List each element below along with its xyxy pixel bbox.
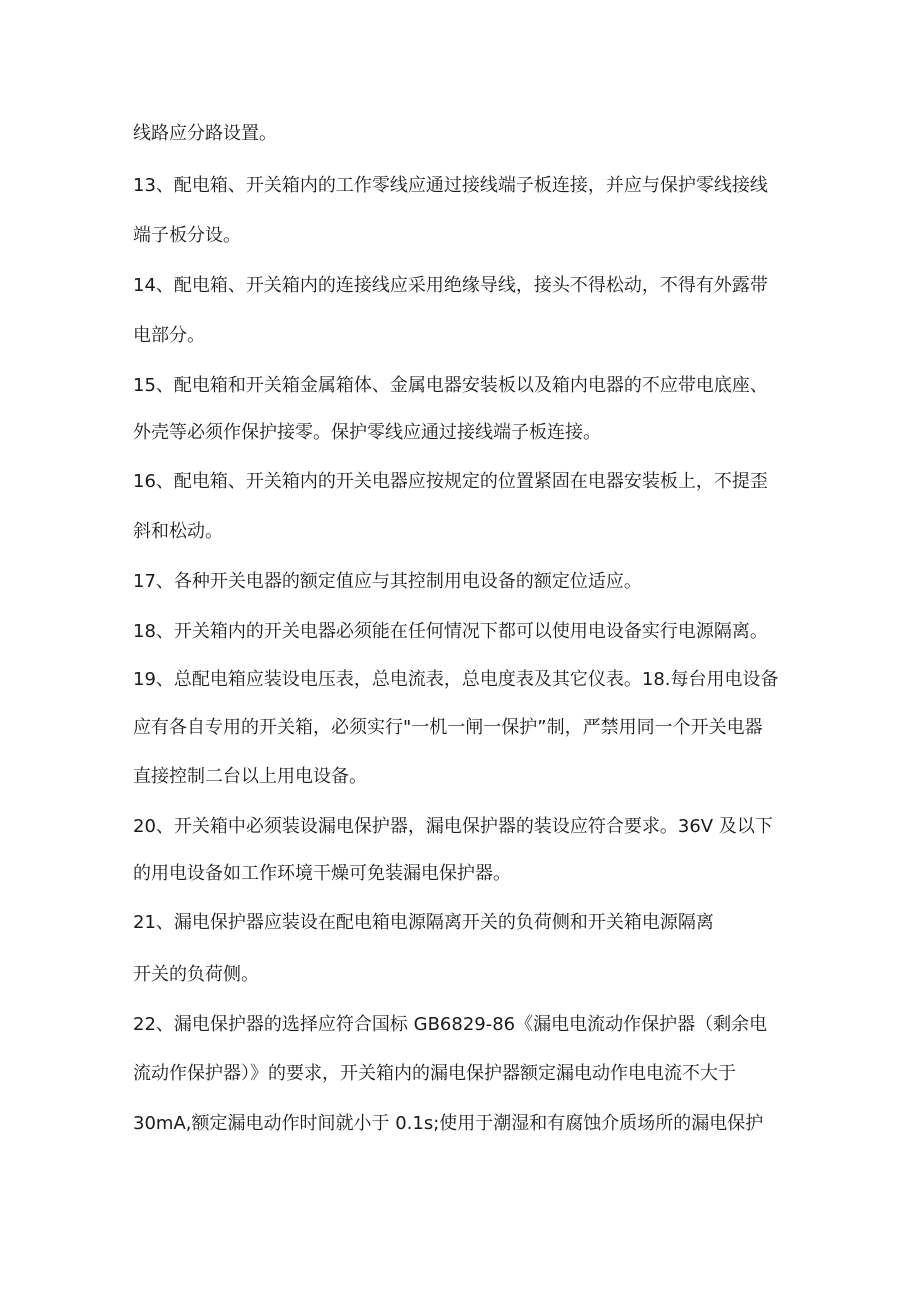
text-line: 19、总配电箱应装设电压表，总电流表，总电度表及其它仪表。18.每台用电设备 bbox=[133, 669, 779, 690]
text-line: 21、漏电保护器应装设在配电箱电源隔离开关的负荷侧和开关箱电源隔离 bbox=[133, 912, 714, 933]
text-line: 17、各种开关电器的额定值应与其控制用电设备的额定位适应。 bbox=[133, 571, 642, 592]
text-line: 13、配电箱、开关箱内的工作零线应通过接线端子板连接，并应与保护零线接线 bbox=[133, 175, 768, 196]
text-line: 15、配电箱和开关箱金属箱体、金属电器安装板以及箱内电器的不应带电底座、 bbox=[133, 375, 768, 396]
text-line: 开关的负荷侧。 bbox=[133, 964, 259, 985]
text-line: 电部分。 bbox=[133, 325, 205, 346]
text-line: 14、配电箱、开关箱内的连接线应采用绝缘导线，接头不得松动，不得有外露带 bbox=[133, 275, 768, 296]
text-line: 22、漏电保护器的选择应符合国标 GB6829-86《漏电电流动作保护器（剩余电 bbox=[133, 1014, 768, 1035]
text-line: 线路应分路设置。 bbox=[133, 123, 277, 144]
text-line: 外壳等必须作保护接零。保护零线应通过接线端子板连接。 bbox=[133, 422, 601, 443]
text-line: 端子板分设。 bbox=[133, 225, 241, 246]
text-line: 斜和松动。 bbox=[133, 521, 223, 542]
text-line: 30mA,额定漏电动作时间就小于 0.1s;使用于潮湿和有腐蚀介质场所的漏电保护 bbox=[133, 1113, 764, 1134]
text-line: 流动作保护器）》的要求，开关箱内的漏电保护器额定漏电动作电电流不大于 bbox=[133, 1063, 736, 1084]
text-line: 应有各自专用的开关箱，必须实行"一机一闸一保护”制，严禁用同一个开关电器 bbox=[133, 717, 763, 738]
text-line: 20、开关箱中必须装设漏电保护器，漏电保护器的装设应符合要求。36V 及以下 bbox=[133, 816, 773, 837]
text-line: 18、开关箱内的开关电器必须能在任何情况下都可以使用电设备实行电源隔离。 bbox=[133, 621, 768, 642]
text-line: 的用电设备如工作环境干燥可免装漏电保护器。 bbox=[133, 863, 511, 884]
text-line: 直接控制二台以上用电设备。 bbox=[133, 766, 367, 787]
text-line: 16、配电箱、开关箱内的开关电器应按规定的位置紧固在电器安装板上，不提歪 bbox=[133, 471, 768, 492]
